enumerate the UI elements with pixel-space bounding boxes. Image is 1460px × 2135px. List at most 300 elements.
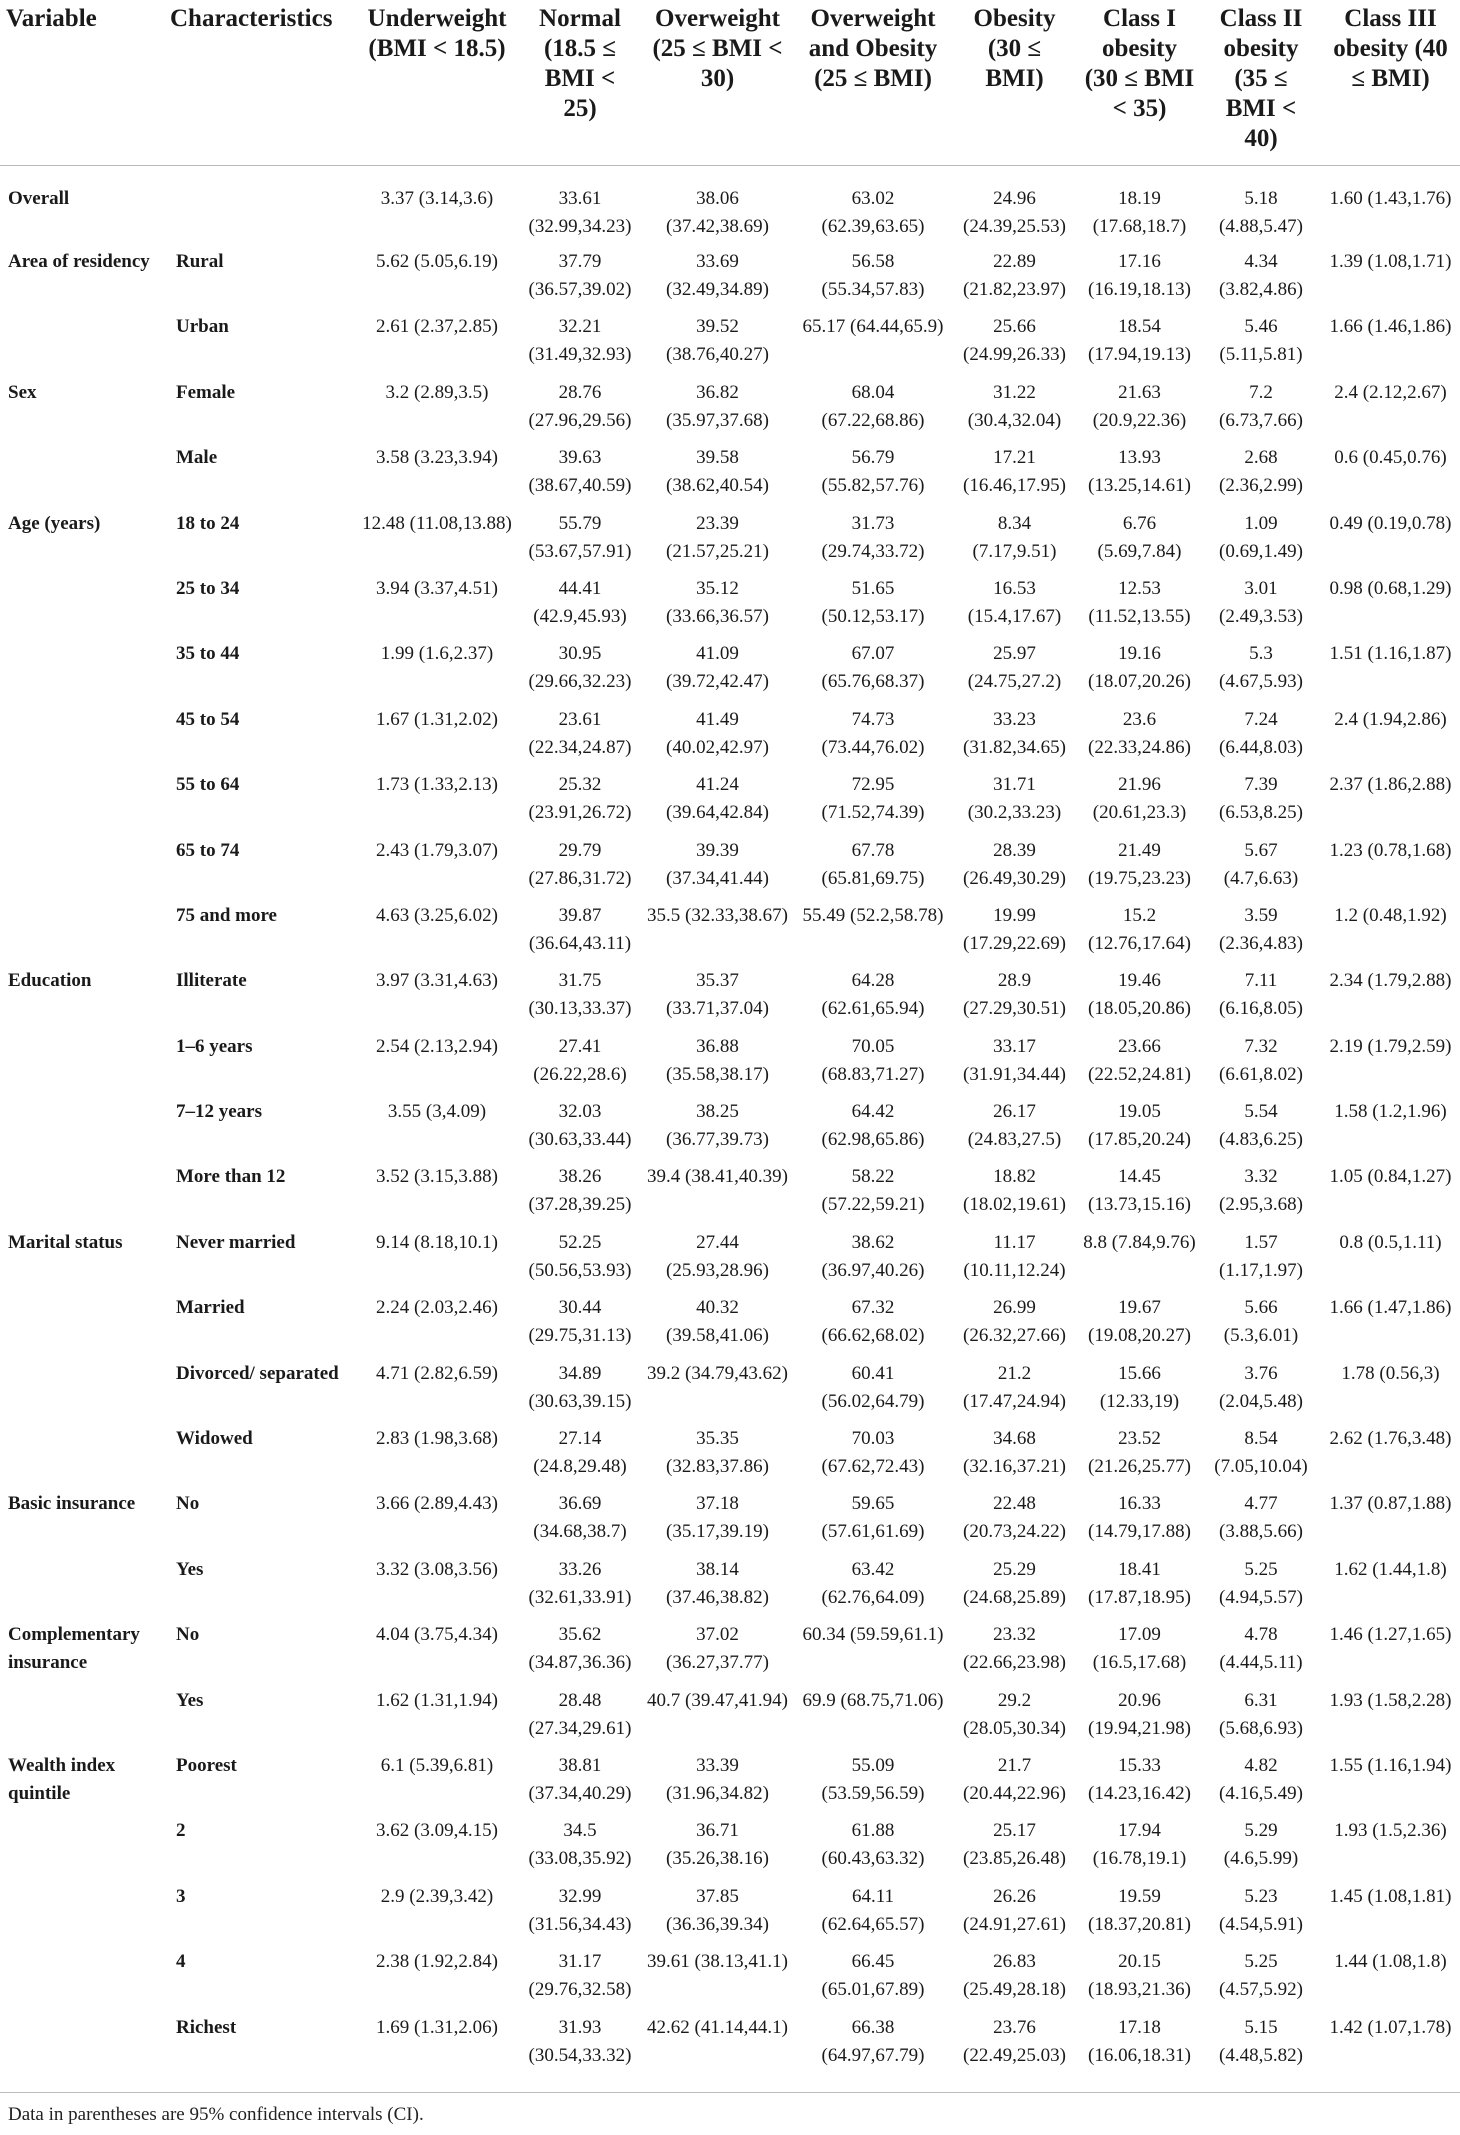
characteristic-cell: Male [176, 447, 218, 469]
value-cell: 27.41 (26.22,28.6) [533, 1035, 627, 1085]
characteristic-cell: 7–12 years [176, 1101, 263, 1123]
value-cell: 65.17 (64.44,65.9) [802, 316, 944, 338]
value-cell: 1.78 (0.56,3) [1341, 1362, 1440, 1384]
variable-cell [0, 1425, 164, 1490]
value-cell: 17.94 (16.78,19.1) [1092, 1820, 1187, 1870]
value-cell: 30.95 (29.66,32.23) [528, 643, 632, 693]
value-cell: 5.25 (4.94,5.57) [1219, 1558, 1303, 1608]
value-cell: 1.66 (1.46,1.86) [1329, 316, 1452, 338]
value-cell: 4.63 (3.25,6.02) [376, 904, 498, 926]
value-cell: 55.49 (52.2,58.78) [802, 904, 944, 926]
value-cell: 1.93 (1.5,2.36) [1334, 1820, 1447, 1842]
value-cell: 1.55 (1.16,1.94) [1329, 1754, 1452, 1776]
value-cell: 33.23 (31.82,34.65) [963, 708, 1066, 758]
value-cell: 22.89 (21.82,23.97) [963, 251, 1066, 300]
value-cell: 21.96 (20.61,23.3) [1092, 774, 1187, 824]
value-cell: 27.14 (24.8,29.48) [533, 1428, 627, 1478]
value-cell: 39.87 (36.64,43.11) [528, 904, 632, 954]
value-cell: 35.5 (32.33,38.67) [647, 904, 788, 926]
value-cell: 33.39 (31.96,34.82) [666, 1754, 769, 1804]
header-class-3-obesity: Class III obesity (40 ≤ BMI) [1321, 0, 1460, 165]
value-cell: 6.76 (5.69,7.84) [1097, 512, 1182, 562]
table-row [0, 165, 1460, 248]
value-cell: 6.1 (5.39,6.81) [380, 1754, 494, 1776]
value-cell: 39.2 (34.79,43.62) [647, 1362, 788, 1384]
value-cell: 3.37 (3.14,3.6) [380, 187, 494, 209]
value-cell: 39.63 (38.67,40.59) [528, 447, 632, 497]
value-cell: 5.66 (5.3,6.01) [1223, 1297, 1299, 1347]
value-cell: 32.03 (30.63,33.44) [528, 1101, 632, 1151]
value-cell: 9.14 (8.18,10.1) [376, 1231, 498, 1253]
value-cell: 31.75 (30.13,33.37) [528, 970, 632, 1020]
value-cell: 1.37 (0.87,1.88) [1329, 1493, 1452, 1515]
value-cell: 17.09 (16.5,17.68) [1092, 1624, 1187, 1674]
table-body [0, 165, 1460, 2078]
value-cell: 24.96 (24.39,25.53) [963, 187, 1066, 237]
value-cell: 33.69 (32.49,34.89) [666, 251, 769, 300]
value-cell: 7.32 (6.61,8.02) [1219, 1035, 1303, 1085]
value-cell: 38.62 (36.97,40.26) [821, 1231, 925, 1281]
value-cell: 23.32 (22.66,23.98) [963, 1624, 1066, 1674]
value-cell: 37.85 (36.36,39.34) [666, 1885, 769, 1935]
variable-cell [0, 1687, 164, 1752]
value-cell: 2.83 (1.98,3.68) [376, 1428, 498, 1450]
value-cell: 3.58 (3.23,3.94) [376, 447, 498, 469]
characteristic-cell: 18 to 24 [176, 512, 240, 534]
value-cell: 0.8 (0.5,1.11) [1339, 1231, 1442, 1253]
variable-cell [0, 1817, 164, 1882]
value-cell: 19.16 (18.07,20.26) [1088, 643, 1191, 693]
value-cell: 66.38 (64.97,67.79) [821, 2016, 925, 2066]
value-cell: 3.97 (3.31,4.63) [376, 970, 498, 992]
variable-cell: Area of residency [8, 251, 150, 272]
value-cell: 2.38 (1.92,2.84) [376, 1951, 498, 1973]
value-cell: 3.2 (2.89,3.5) [385, 381, 489, 403]
value-cell: 26.99 (26.32,27.66) [963, 1297, 1066, 1347]
value-cell: 39.58 (38.62,40.54) [666, 447, 769, 497]
value-cell: 15.33 (14.23,16.42) [1088, 1754, 1191, 1804]
characteristic-cell: Poorest [176, 1754, 237, 1776]
value-cell: 1.45 (1.08,1.81) [1329, 1885, 1452, 1907]
value-cell: 63.42 (62.76,64.09) [821, 1558, 925, 1608]
table-header-row [0, 0, 1460, 165]
variable-cell [0, 706, 164, 771]
value-cell: 64.42 (62.98,65.86) [821, 1101, 925, 1151]
value-cell: 4.78 (4.44,5.11) [1219, 1624, 1303, 1674]
table-row [0, 1817, 1460, 1882]
value-cell: 70.03 (67.62,72.43) [821, 1428, 925, 1478]
value-cell: 56.58 (55.34,57.83) [821, 251, 925, 300]
header-obesity: Obesity (30 ≤ BMI) [951, 0, 1078, 165]
value-cell: 31.73 (29.74,33.72) [821, 512, 925, 562]
value-cell: 1.23 (0.78,1.68) [1329, 839, 1452, 861]
value-cell: 42.62 (41.14,44.1) [647, 2016, 788, 2038]
value-cell: 21.49 (19.75,23.23) [1088, 839, 1191, 889]
table-row [0, 1098, 1460, 1163]
value-cell: 4.71 (2.82,6.59) [376, 1362, 498, 1384]
variable-cell: Wealth index quintile [8, 1754, 116, 1804]
value-cell: 69.9 (68.75,71.06) [802, 1689, 944, 1711]
value-cell: 2.43 (1.79,3.07) [376, 839, 498, 861]
value-cell: 4.34 (3.82,4.86) [1219, 251, 1303, 300]
value-cell: 25.32 (23.91,26.72) [528, 774, 632, 824]
characteristic-cell: 65 to 74 [176, 839, 240, 861]
variable-cell [0, 1033, 164, 1098]
value-cell: 37.02 (36.27,37.77) [666, 1624, 769, 1674]
characteristic-cell: Yes [176, 1558, 204, 1580]
value-cell: 35.37 (33.71,37.04) [666, 970, 769, 1020]
value-cell: 2.34 (1.79,2.88) [1329, 970, 1452, 992]
value-cell: 36.82 (35.97,37.68) [666, 381, 769, 431]
variable-cell [0, 575, 164, 640]
value-cell: 1.05 (0.84,1.27) [1329, 1166, 1452, 1188]
value-cell: 7.39 (6.53,8.25) [1219, 774, 1303, 824]
header-overweight-and-obesity: Overweight and Obesity (25 ≤ BMI) [795, 0, 951, 165]
value-cell: 55.09 (53.59,56.59) [821, 1754, 925, 1804]
characteristic-cell: 55 to 64 [176, 774, 240, 796]
variable-cell: Education [8, 970, 92, 992]
value-cell: 36.88 (35.58,38.17) [666, 1035, 769, 1085]
value-cell: 18.41 (17.87,18.95) [1088, 1558, 1191, 1608]
value-cell: 64.28 (62.61,65.94) [821, 970, 925, 1020]
characteristic-cell: No [176, 1493, 200, 1515]
characteristic-cell: More than 12 [176, 1166, 286, 1188]
value-cell: 2.62 (1.76,3.48) [1329, 1428, 1452, 1450]
variable-cell [0, 902, 164, 967]
value-cell: 5.18 (4.88,5.47) [1219, 187, 1303, 237]
value-cell: 34.89 (30.63,39.15) [528, 1362, 632, 1412]
value-cell: 8.8 (7.84,9.76) [1083, 1231, 1196, 1253]
value-cell: 67.32 (66.62,68.02) [821, 1297, 925, 1347]
variable-cell [0, 2014, 164, 2078]
value-cell: 52.25 (50.56,53.93) [528, 1231, 632, 1281]
variable-cell: Marital status [8, 1231, 123, 1253]
value-cell: 1.73 (1.33,2.13) [376, 774, 498, 796]
value-cell: 38.26 (37.28,39.25) [528, 1166, 632, 1216]
value-cell: 6.31 (5.68,6.93) [1219, 1689, 1303, 1739]
value-cell: 5.23 (4.54,5.91) [1219, 1885, 1303, 1935]
variable-cell [0, 837, 164, 902]
value-cell: 4.04 (3.75,4.34) [376, 1624, 498, 1646]
characteristic-cell [164, 165, 354, 248]
value-cell: 2.54 (2.13,2.94) [376, 1035, 498, 1057]
value-cell: 59.65 (57.61,61.69) [821, 1493, 925, 1543]
value-cell: 23.52 (21.26,25.77) [1088, 1428, 1191, 1478]
value-cell: 37.18 (35.17,39.19) [666, 1493, 769, 1543]
value-cell: 63.02 (62.39,63.65) [821, 187, 925, 237]
characteristic-cell: Rural [176, 251, 224, 272]
value-cell: 37.79 (36.57,39.02) [528, 251, 632, 300]
characteristic-cell: 45 to 54 [176, 708, 240, 730]
value-cell: 5.67 (4.7,6.63) [1223, 839, 1299, 889]
value-cell: 3.66 (2.89,4.43) [376, 1493, 498, 1515]
value-cell: 13.93 (13.25,14.61) [1088, 447, 1191, 497]
value-cell: 41.24 (39.64,42.84) [666, 774, 769, 824]
variable-cell [0, 771, 164, 836]
value-cell: 4.77 (3.88,5.66) [1219, 1493, 1303, 1543]
variable-cell [0, 313, 164, 378]
value-cell: 0.49 (0.19,0.78) [1329, 512, 1452, 534]
value-cell: 5.3 (4.67,5.93) [1219, 643, 1303, 693]
value-cell: 58.22 (57.22,59.21) [821, 1166, 925, 1216]
value-cell: 22.48 (20.73,24.22) [963, 1493, 1066, 1543]
characteristic-cell: No [176, 1624, 200, 1646]
table-row [0, 1752, 1460, 1817]
value-cell: 55.79 (53.67,57.91) [528, 512, 632, 562]
value-cell: 31.22 (30.4,32.04) [967, 381, 1062, 431]
value-cell: 60.34 (59.59,61.1) [802, 1624, 944, 1646]
value-cell: 31.71 (30.2,33.23) [967, 774, 1062, 824]
characteristic-cell: Widowed [176, 1428, 253, 1450]
value-cell: 3.32 (3.08,3.56) [376, 1558, 498, 1580]
value-cell: 39.52 (38.76,40.27) [666, 316, 769, 366]
value-cell: 28.76 (27.96,29.56) [528, 381, 632, 431]
value-cell: 1.69 (1.31,2.06) [376, 2016, 498, 2038]
value-cell: 7.11 (6.16,8.05) [1219, 970, 1303, 1020]
value-cell: 34.5 (33.08,35.92) [528, 1820, 632, 1870]
characteristic-cell: Married [176, 1297, 245, 1319]
value-cell: 2.61 (2.37,2.85) [376, 316, 498, 338]
characteristic-cell: 1–6 years [176, 1035, 253, 1057]
value-cell: 23.39 (21.57,25.21) [666, 512, 769, 562]
value-cell: 35.35 (32.83,37.86) [666, 1428, 769, 1478]
value-cell: 21.2 (17.47,24.94) [963, 1362, 1066, 1412]
value-cell: 18.19 (17.68,18.7) [1092, 187, 1187, 237]
value-cell: 41.49 (40.02,42.97) [666, 708, 769, 758]
value-cell: 33.61 (32.99,34.23) [528, 187, 632, 237]
value-cell: 35.62 (34.87,36.36) [528, 1624, 632, 1674]
value-cell: 19.59 (18.37,20.81) [1088, 1885, 1191, 1935]
table-row [0, 379, 1460, 444]
table-row [0, 510, 1460, 575]
value-cell: 7.24 (6.44,8.03) [1219, 708, 1303, 758]
value-cell: 28.9 (27.29,30.51) [963, 970, 1066, 1020]
value-cell: 14.45 (13.73,15.16) [1088, 1166, 1191, 1216]
table-row [0, 2014, 1460, 2078]
value-cell: 5.15 (4.48,5.82) [1219, 2016, 1303, 2066]
value-cell: 3.59 (2.36,4.83) [1219, 904, 1303, 954]
characteristic-cell: Divorced/ separated [176, 1362, 339, 1384]
table-row [0, 1425, 1460, 1490]
value-cell: 16.33 (14.79,17.88) [1088, 1493, 1191, 1543]
value-cell: 32.99 (31.56,34.43) [528, 1885, 632, 1935]
value-cell: 44.41 (42.9,45.93) [533, 577, 627, 627]
value-cell: 1.93 (1.58,2.28) [1329, 1689, 1452, 1711]
variable-cell: Complementary insurance [8, 1624, 140, 1674]
value-cell: 60.41 (56.02,64.79) [821, 1362, 925, 1412]
table-bottom-rule [0, 2092, 1460, 2093]
characteristic-cell: 25 to 34 [176, 577, 240, 599]
value-cell: 16.53 (15.4,17.67) [967, 577, 1062, 627]
value-cell: 23.6 (22.33,24.86) [1088, 708, 1191, 758]
table-row [0, 248, 1460, 313]
value-cell: 38.25 (36.77,39.73) [666, 1101, 769, 1151]
value-cell: 39.39 (37.34,41.44) [666, 839, 769, 889]
value-cell: 3.94 (3.37,4.51) [376, 577, 498, 599]
value-cell: 23.66 (22.52,24.81) [1088, 1035, 1191, 1085]
table-row [0, 1033, 1460, 1098]
value-cell: 5.46 (5.11,5.81) [1219, 316, 1303, 366]
value-cell: 11.17 (10.11,12.24) [963, 1231, 1066, 1281]
variable-cell [0, 1163, 164, 1228]
value-cell: 33.26 (32.61,33.91) [528, 1558, 632, 1608]
value-cell: 74.73 (73.44,76.02) [821, 708, 925, 758]
value-cell: 1.57 (1.17,1.97) [1219, 1231, 1303, 1281]
table-row [0, 1229, 1460, 1294]
header-class-2-obesity: Class II obesity (35 ≤ BMI < 40) [1201, 0, 1321, 165]
value-cell: 1.42 (1.07,1.78) [1329, 2016, 1452, 2038]
value-cell: 1.62 (1.44,1.8) [1334, 1558, 1447, 1580]
value-cell: 38.06 (37.42,38.69) [666, 187, 769, 237]
characteristic-cell: Richest [176, 2016, 237, 2038]
value-cell: 38.14 (37.46,38.82) [666, 1558, 769, 1608]
value-cell: 56.79 (55.82,57.76) [821, 447, 925, 497]
header-overweight: Overweight (25 ≤ BMI < 30) [640, 0, 795, 165]
table-row [0, 967, 1460, 1032]
value-cell: 23.61 (22.34,24.87) [528, 708, 632, 758]
value-cell: 7.2 (6.73,7.66) [1219, 381, 1303, 431]
value-cell: 26.17 (24.83,27.5) [967, 1101, 1062, 1151]
value-cell: 39.4 (38.41,40.39) [647, 1166, 788, 1188]
table-row [0, 640, 1460, 705]
value-cell: 72.95 (71.52,74.39) [821, 774, 925, 824]
value-cell: 0.6 (0.45,0.76) [1334, 447, 1447, 469]
header-characteristics: Characteristics [164, 0, 354, 165]
variable-cell [0, 1556, 164, 1621]
value-cell: 3.62 (3.09,4.15) [376, 1820, 498, 1842]
value-cell: 38.81 (37.34,40.29) [528, 1754, 632, 1804]
value-cell: 5.25 (4.57,5.92) [1219, 1951, 1303, 2001]
value-cell: 39.61 (38.13,41.1) [647, 1951, 788, 1973]
value-cell: 2.37 (1.86,2.88) [1329, 774, 1452, 796]
value-cell: 26.83 (25.49,28.18) [963, 1951, 1066, 2001]
value-cell: 2.4 (1.94,2.86) [1334, 708, 1447, 730]
variable-cell: Basic insurance [8, 1493, 136, 1515]
value-cell: 20.96 (19.94,21.98) [1088, 1689, 1191, 1739]
value-cell: 25.17 (23.85,26.48) [963, 1820, 1066, 1870]
value-cell: 28.39 (26.49,30.29) [963, 839, 1066, 889]
value-cell: 12.53 (11.52,13.55) [1088, 577, 1191, 627]
value-cell: 8.54 (7.05,10.04) [1214, 1428, 1308, 1478]
characteristic-cell: 75 and more [176, 904, 277, 926]
table-row [0, 1163, 1460, 1228]
value-cell: 1.2 (0.48,1.92) [1334, 904, 1447, 926]
value-cell: 21.7 (20.44,22.96) [963, 1754, 1066, 1804]
value-cell: 30.44 (29.75,31.13) [528, 1297, 632, 1347]
characteristic-cell: 4 [176, 1951, 186, 1973]
table-row [0, 837, 1460, 902]
value-cell: 17.18 (16.06,18.31) [1088, 2016, 1191, 2066]
value-cell: 1.60 (1.43,1.76) [1329, 187, 1452, 209]
value-cell: 70.05 (68.83,71.27) [821, 1035, 925, 1085]
value-cell: 31.93 (30.54,33.32) [528, 2016, 632, 2066]
variable-cell: Age (years) [8, 512, 101, 534]
table-row [0, 771, 1460, 836]
value-cell: 2.9 (2.39,3.42) [380, 1885, 494, 1907]
value-cell: 2.24 (2.03,2.46) [376, 1297, 498, 1319]
value-cell: 1.67 (1.31,2.02) [376, 708, 498, 730]
value-cell: 25.66 (24.99,26.33) [963, 316, 1066, 366]
variable-cell [0, 1360, 164, 1425]
value-cell: 23.76 (22.49,25.03) [963, 2016, 1066, 2066]
characteristic-cell: Illiterate [176, 970, 247, 992]
value-cell: 4.82 (4.16,5.49) [1219, 1754, 1303, 1804]
value-cell: 29.2 (28.05,30.34) [963, 1689, 1066, 1739]
value-cell: 36.71 (35.26,38.16) [666, 1820, 769, 1870]
table-row [0, 1621, 1460, 1686]
characteristic-cell: Yes [176, 1689, 204, 1711]
variable-cell: Sex [8, 381, 37, 403]
value-cell: 25.29 (24.68,25.89) [963, 1558, 1066, 1608]
value-cell: 25.97 (24.75,27.2) [967, 643, 1062, 693]
value-cell: 15.66 (12.33,19) [1099, 1362, 1180, 1412]
value-cell: 3.55 (3,4.09) [387, 1101, 487, 1123]
table-row [0, 1360, 1460, 1425]
table-row [0, 1883, 1460, 1948]
table-row [0, 313, 1460, 378]
variable-cell [0, 1883, 164, 1948]
table-row [0, 575, 1460, 640]
header-class-1-obesity: Class I obesity (30 ≤ BMI < 35) [1078, 0, 1201, 165]
value-cell: 1.39 (1.08,1.71) [1329, 251, 1452, 272]
value-cell: 31.17 (29.76,32.58) [528, 1951, 632, 2001]
value-cell: 26.26 (24.91,27.61) [963, 1885, 1066, 1935]
header-underweight: Underweight (BMI < 18.5) [354, 0, 520, 165]
value-cell: 1.62 (1.31,1.94) [376, 1689, 498, 1711]
header-variable: Variable [0, 0, 164, 165]
variable-cell [0, 640, 164, 705]
value-cell: 28.48 (27.34,29.61) [528, 1689, 632, 1739]
value-cell: 1.09 (0.69,1.49) [1219, 512, 1303, 562]
characteristic-cell: Never married [176, 1231, 296, 1253]
value-cell: 61.88 (60.43,63.32) [821, 1820, 925, 1870]
table-row [0, 444, 1460, 509]
characteristic-cell: Urban [176, 316, 229, 338]
value-cell: 17.21 (16.46,17.95) [963, 447, 1066, 497]
characteristic-cell: Female [176, 381, 236, 403]
value-cell: 21.63 (20.9,22.36) [1092, 381, 1187, 431]
value-cell: 67.07 (65.76,68.37) [821, 643, 925, 693]
value-cell: 15.2 (12.76,17.64) [1088, 904, 1191, 954]
table-row [0, 902, 1460, 967]
value-cell: 40.32 (39.58,41.06) [666, 1297, 769, 1347]
value-cell: 29.79 (27.86,31.72) [528, 839, 632, 889]
value-cell: 18.54 (17.94,19.13) [1088, 316, 1191, 366]
table-row [0, 1948, 1460, 2013]
value-cell: 20.15 (18.93,21.36) [1088, 1951, 1191, 2001]
value-cell: 41.09 (39.72,42.47) [666, 643, 769, 693]
value-cell: 1.51 (1.16,1.87) [1329, 643, 1452, 665]
value-cell: 12.48 (11.08,13.88) [362, 512, 512, 534]
value-cell: 2.19 (1.79,2.59) [1329, 1035, 1452, 1057]
value-cell: 5.62 (5.05,6.19) [376, 251, 498, 272]
variable-cell [0, 1948, 164, 2013]
value-cell: 19.99 (17.29,22.69) [963, 904, 1066, 954]
value-cell: 1.58 (1.2,1.96) [1334, 1101, 1447, 1123]
value-cell: 1.99 (1.6,2.37) [380, 643, 494, 665]
characteristic-cell: 2 [176, 1820, 186, 1842]
value-cell: 3.32 (2.95,3.68) [1219, 1166, 1303, 1216]
value-cell: 8.34 (7.17,9.51) [972, 512, 1057, 562]
variable-cell [0, 1294, 164, 1359]
variable-cell [0, 444, 164, 509]
value-cell: 19.67 (19.08,20.27) [1088, 1297, 1191, 1347]
characteristic-cell: 3 [176, 1885, 186, 1907]
value-cell: 27.44 (25.93,28.96) [666, 1231, 769, 1281]
table-row [0, 1294, 1460, 1359]
table-row [0, 1556, 1460, 1621]
value-cell: 36.69 (34.68,38.7) [533, 1493, 627, 1543]
